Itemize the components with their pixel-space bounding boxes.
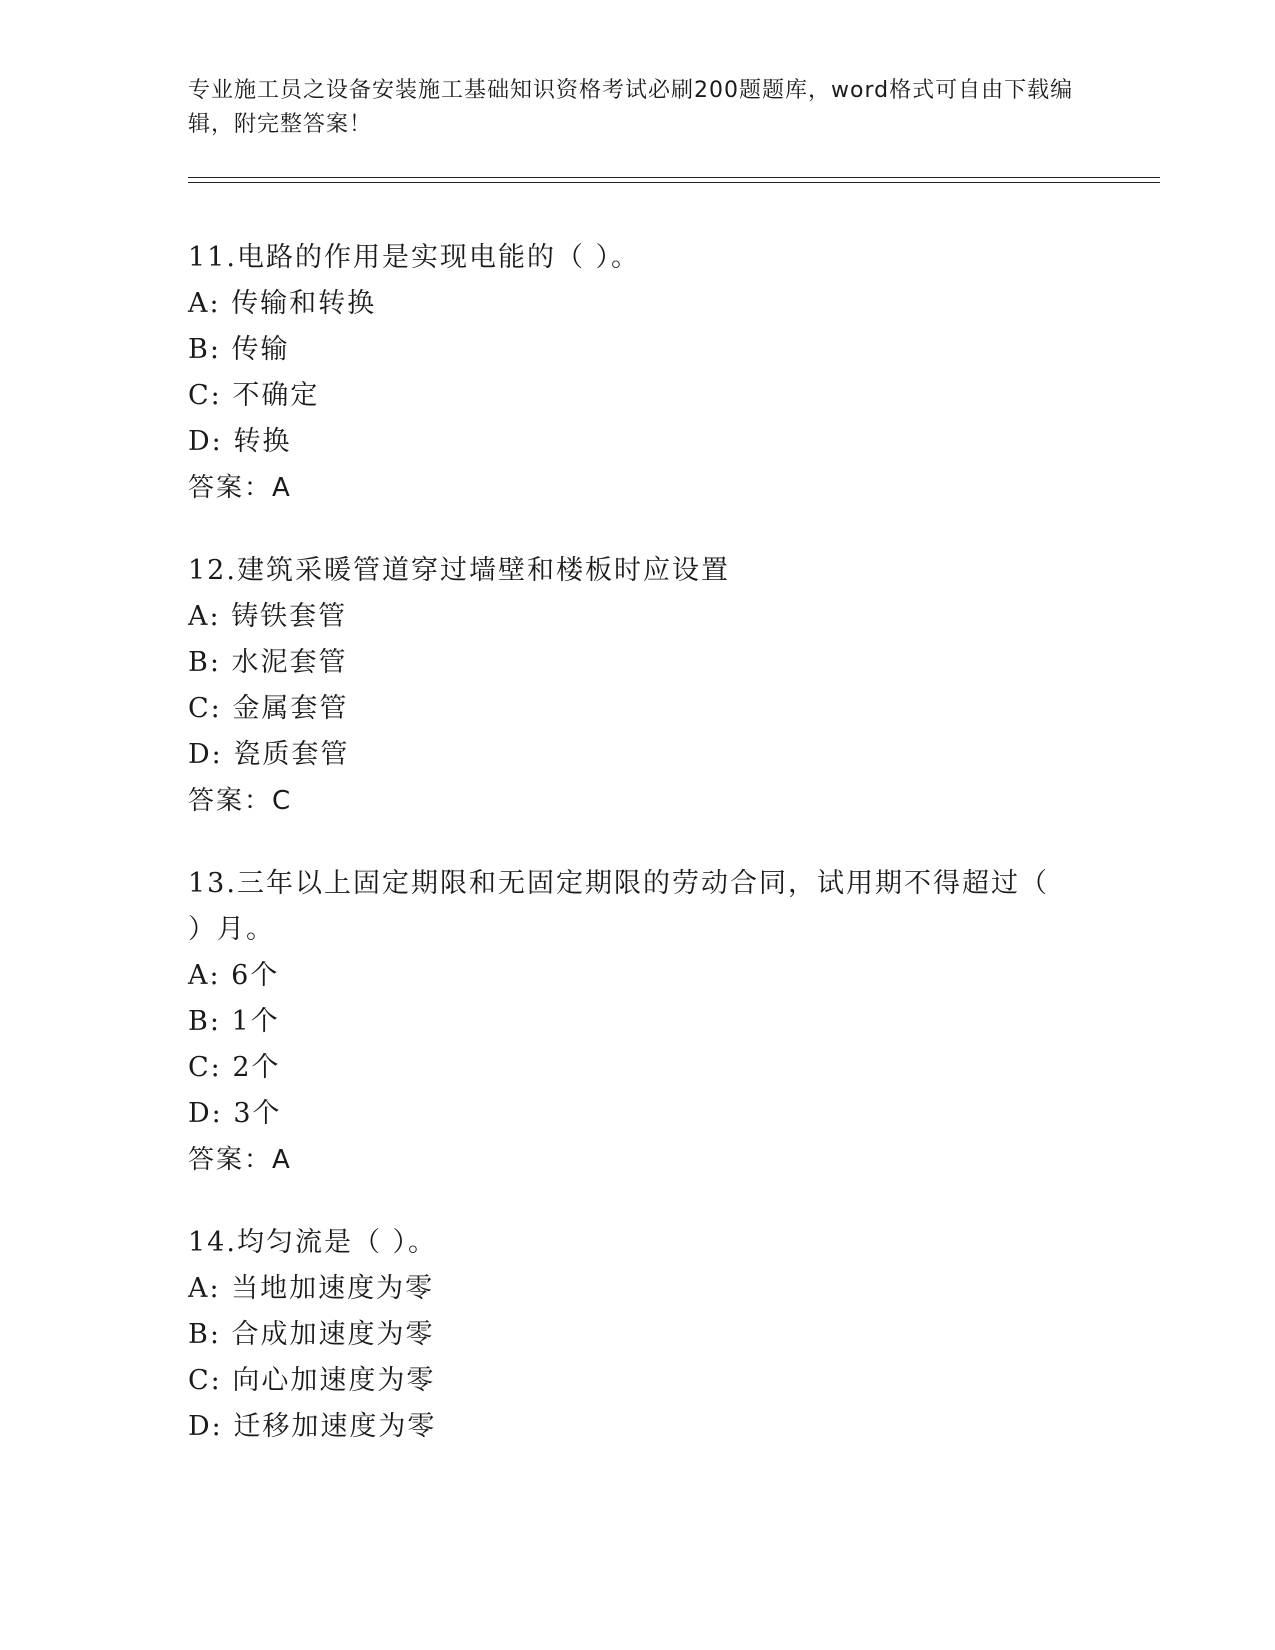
- question-14: [188, 1220, 1088, 1450]
- question-stem: 11.电路的作用是实现电能的（ ）。: [188, 242, 641, 273]
- question-list: [188, 235, 1088, 1487]
- question-11: [188, 235, 1088, 511]
- option-d: D: 迁移加速度为零: [188, 1411, 437, 1442]
- option-c: C: 2个: [188, 1052, 281, 1083]
- header-divider-bottom: [188, 182, 1160, 183]
- question-stem: 14.均匀流是（ ）。: [188, 1227, 438, 1258]
- answer-line: 答案：A: [188, 473, 292, 503]
- option-b: B: 传输: [188, 334, 290, 365]
- header-divider-top: [188, 177, 1160, 178]
- question-13: [188, 861, 1088, 1183]
- option-b: B: 水泥套管: [188, 647, 348, 678]
- option-d: D: 3个: [188, 1098, 282, 1129]
- option-a: A: 铸铁套管: [188, 601, 348, 632]
- option-d: D: 瓷质套管: [188, 739, 350, 770]
- question-stem: 12.建筑采暖管道穿过墙壁和楼板时应设置: [188, 555, 730, 586]
- option-a: A: 传输和转换: [188, 288, 377, 319]
- option-c: C: 向心加速度为零: [188, 1365, 436, 1396]
- answer-line: 答案：A: [188, 1145, 292, 1175]
- option-b: B: 1个: [188, 1006, 280, 1037]
- option-b: B: 合成加速度为零: [188, 1319, 435, 1350]
- document-header: 专业施工员之设备安装施工基础知识资格考试必刷200题题库，word格式可自由下载编辑，附完整答案！: [188, 78, 1074, 137]
- question-stem-line-1: 13.三年以上固定期限和无固定期限的劳动合同，试用期不得超过（: [188, 868, 1049, 899]
- option-a: A: 6个: [188, 960, 280, 991]
- question-stem-line-2: ）月。: [188, 914, 275, 945]
- option-d: D: 转换: [188, 426, 292, 457]
- option-c: C: 金属套管: [188, 693, 349, 724]
- option-a: A: 当地加速度为零: [188, 1273, 435, 1304]
- option-c: C: 不确定: [188, 380, 320, 411]
- question-12: [188, 548, 1088, 824]
- answer-line: 答案：C: [188, 786, 293, 816]
